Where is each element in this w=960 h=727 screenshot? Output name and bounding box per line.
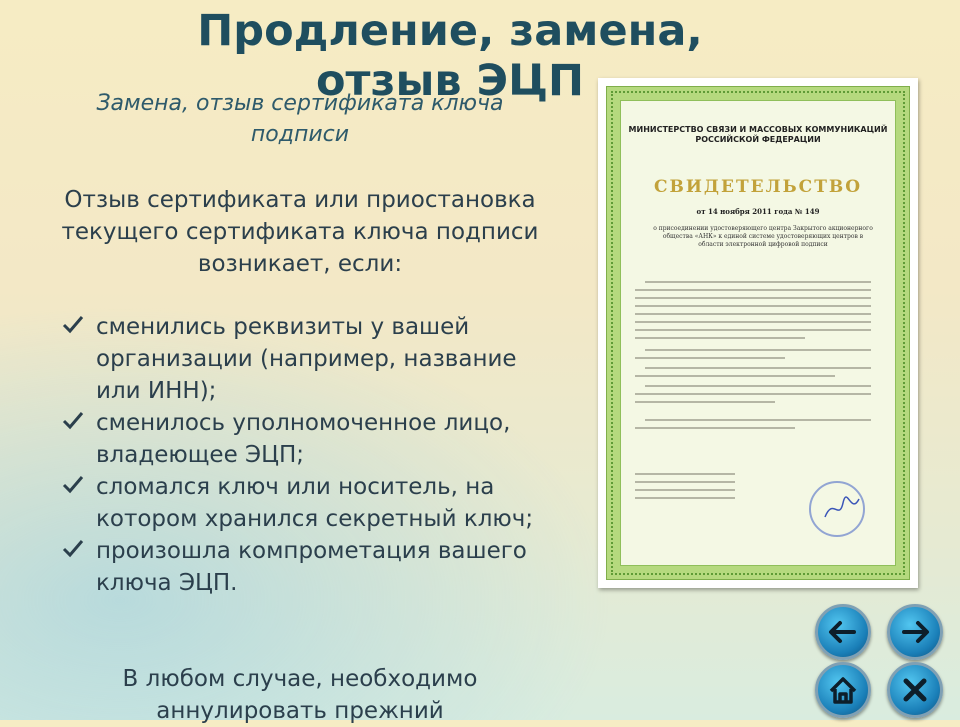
certificate-text-line: [635, 401, 775, 403]
certificate-text-line: [635, 289, 871, 291]
reasons-list: [60, 311, 540, 599]
certificate-text-line: [645, 419, 871, 421]
certificate-ministry: МИНИСТЕРСТВО СВЯЗИ И МАССОВЫХ КОММУНИКАЦИЙ РОССИЙСКОЙ ФЕДЕРАЦИИ: [628, 125, 888, 144]
outro-text: В любом случае, необходимо аннулировать прежний: [122, 666, 478, 724]
list-item-text: сменилось уполномоченное лицо, владеющее ЭЦП;: [96, 410, 511, 468]
list-item-text: произошла компрометация вашего ключа ЭЦП.: [96, 538, 527, 596]
certificate-text-line: [645, 349, 871, 351]
certificate-text-line: [635, 497, 735, 499]
list-item: [60, 535, 540, 599]
close-icon: [890, 665, 940, 715]
certificate-text-line: [645, 385, 871, 387]
certificate-subheading: о присоединении удостоверяющего центра Закрытого акционерного общества «АНК» к единой системе удостоверяющих центров в области электронной цифровой подписи: [653, 225, 873, 248]
next-button[interactable]: [887, 604, 943, 660]
close-button[interactable]: [887, 662, 943, 718]
slide-subtitle: Замена, отзыв сертификата ключа подписи: [96, 91, 504, 147]
certificate-text-line: [635, 337, 805, 339]
certificate-text-line: [635, 357, 785, 359]
certificate-text-line: [635, 321, 871, 323]
certificate-text-line: [635, 393, 871, 395]
list-item-text: сломался ключ или носитель, на котором хранился секретный ключ;: [96, 474, 534, 532]
certificate-text-line: [635, 297, 871, 299]
certificate-text-line: [635, 481, 735, 483]
home-button[interactable]: [815, 662, 871, 718]
intro-text: Отзыв сертификата или приостановка текущего сертификата ключа подписи возникает, если:: [61, 187, 539, 277]
certificate-text-line: [635, 305, 871, 307]
slide-title: Продление, замена, отзыв ЭЦП: [197, 6, 703, 106]
prev-button[interactable]: [815, 604, 871, 660]
list-item: [60, 311, 540, 407]
list-item: [60, 471, 540, 535]
certificate-text-line: [635, 313, 871, 315]
certificate-text-line: [635, 489, 735, 491]
certificate-text-line: [635, 329, 871, 331]
certificate-date: от 14 ноября 2011 года № 149: [696, 207, 820, 216]
certificate-text-line: [645, 367, 871, 369]
certificate-body: [620, 100, 896, 566]
checkmark-icon: [62, 473, 84, 495]
list-item: [60, 407, 540, 471]
certificate-text-line: [635, 473, 735, 475]
home-icon: [818, 665, 868, 715]
signature-icon: [821, 493, 861, 523]
list-item-text: сменились реквизиты у вашей организации (например, название или ИНН);: [96, 314, 517, 404]
checkmark-icon: [62, 409, 84, 431]
checkmark-icon: [62, 537, 84, 559]
arrow-right-icon: [890, 607, 940, 657]
certificate-text-line: [645, 281, 871, 283]
certificate-image: [598, 78, 918, 588]
checkmark-icon: [62, 313, 84, 335]
certificate-text-line: [635, 427, 795, 429]
arrow-left-icon: [818, 607, 868, 657]
certificate-heading: СВИДЕТЕЛЬСТВО: [653, 177, 863, 197]
certificate-text-line: [635, 375, 835, 377]
